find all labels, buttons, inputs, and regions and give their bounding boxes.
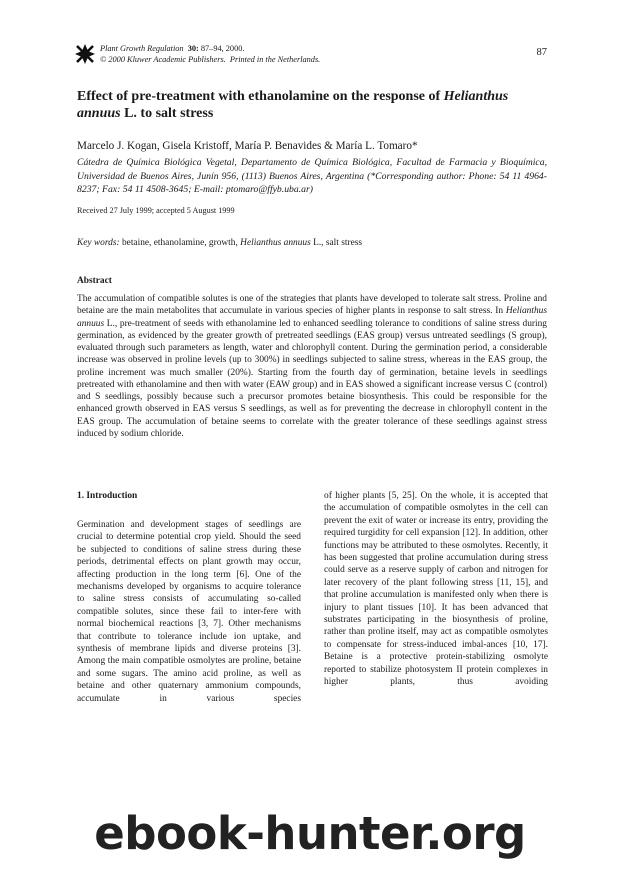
abstract-body [77,293,547,440]
watermark: ebook-hunter.org [94,807,526,860]
journal-header [100,43,320,65]
keywords [77,238,362,248]
keywords-text-end: L., salt stress [310,238,363,248]
keywords-text: betaine, ethanolamine, growth, [119,238,241,248]
journal-pages: 87–94, 2000. [198,44,245,53]
keywords-species: Helianthus annuus [240,238,311,248]
received-date: Received 27 July 1999; accepted 5 August 1999 [77,206,235,215]
title-text: Effect of pre-treatment with ethanolamine on the response of [77,89,444,104]
title-text-end: L. to salt stress [120,106,214,121]
abstract-text-end: L., pre-treatment of seeds with ethanolamine led to enhanced seedling tolerance to conditions of saline stress during germination, as evidenced by the greater growth of pretreated seedlings (EAS group) versus untreated seedlings (S group), evaluated through such parameters as length, water and chlorophyll content. During the germination period, a considerable increase was observed in proline levels (up to 300%) in seedlings subjected to saline stress, whereas in the EAS group, the proline increment was much smaller (20%). Starting from the fourth day of germination, betaine levels in seedlings pretreated with ethanolamine and then with water (EAW group) and in EAS showed a significant increase versus C (control) and S seedlings, possibly because such a precursor promotes betaine biosynthesis. This could be responsible for the enhanced growth observed in EAS versus S seedlings, as well as for preventing the decrease in chlorophyll content in the EAS group. The accumulation of betaine seems to correlate with the greater tolerance of these seedlings against stress induced by sodium chloride. [77,318,547,439]
journal-copyright-line [100,54,320,65]
copyright: © 2000 Kluwer Academic Publishers. [100,55,226,64]
paper-title [77,88,547,122]
introduction-column-right: of higher plants [5, 25]. On the whole, it is accepted that the accumulation of compatible osmolytes in the cell can prevent the exit of water or increase its entry, providing the required turgidity for cell expansion [12]. In addition, other functions may be attributed to these osmolytes. Recently, it has been suggested that proline accumulation during stress could serve as a reserve supply of carbon and nitrogen for later recovery of the plant following stress [11, 15], and that proline accumulation is manifested only when there is injury to plant tissues [10]. It has been advanced that substrates participating in the biosynthesis of proline, rather than proline itself, may act as compatible osmolytes to compensate for stress-induced imbal-ances [10, 17]. Betaine is a protective protein-stabilizing osmolyte reported to stabilize photosystem II protein complexes in higher plants, thus avoiding [324,491,548,688]
journal-volume: 30: [187,44,199,53]
introduction-heading: 1. Introduction [77,491,138,501]
affiliation: Cátedra de Química Biológica Vegetal, Departamento de Química Biológica, Facultad de Farmacia y Bioquímica, Universidad de Buenos Aires, Junín 956, (1113) Buenos Aires, Argentina (*Corresponding author: Phone: 54 11 4964-8237; Fax: 54 11 4508-3645; E-mail: ptomaro@ffyb.uba.ar) [77,157,547,195]
introduction-column-left: Germination and development stages of seedlings are crucial to determine potential crop yield. Should the seed be subjected to conditions of saline stress during these periods, detrimental effects on plant growth may occur, affecting production in the long term [6]. One of the mechanisms developed by organisms to acquire tolerance to saline stress consists of accumulating so-called compatible solutes, since these fail to inter-fere with normal biochemical reactions [3, 7]. Other mechanisms that contribute to tolerance include ion uptake, and synthesis of membrane lipids and diverse proteins [3]. Among the main compatible osmolytes are proline, betaine and some sugars. The amino acid proline, as well as betaine and other quaternary ammonium compounds, accumulate in various species [77,520,301,704]
abstract-heading: Abstract [77,276,112,286]
journal-name: Plant Growth Regulation [100,44,184,53]
authors: Marcelo J. Kogan, Gisela Kristoff, María P. Benavides & María L. Tomaro* [77,140,418,152]
printed-in: Printed in the Netherlands. [229,55,321,64]
publisher-logo-icon [74,43,96,65]
page-number: 87 [536,47,547,58]
keywords-label: Key words: [77,238,120,248]
abstract-text: The accumulation of compatible solutes is one of the strategies that plants have developed to tolerate salt stress. Proline and betaine are the main metabolites that accumulate in various species of higher plants in response to salt stress. In [77,294,547,317]
abstract-species: Helianthus annuus [77,306,547,329]
title-species: Helianthus annuus [77,89,509,121]
journal-citation [100,43,320,54]
